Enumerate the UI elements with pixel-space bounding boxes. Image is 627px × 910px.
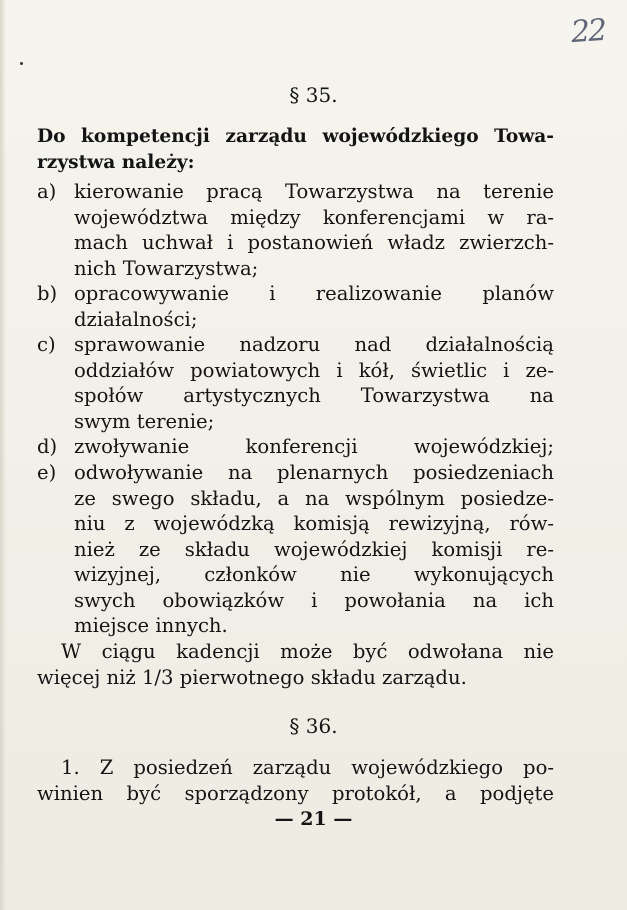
heading-line: Do kompetencji zarządu wojewódzkiego Towa- xyxy=(37,126,554,147)
list-marker: c) xyxy=(37,333,56,356)
text-line: wizyjnej, członków nie wykonujących xyxy=(74,563,554,586)
page-number-footer: — 21 — xyxy=(274,808,353,830)
heading-line: rzystwa należy: xyxy=(37,151,195,173)
section-36-title: § 36. xyxy=(289,714,338,738)
list-item-text xyxy=(74,281,554,332)
text-line: winien być sporządzony protokół, a podjęte xyxy=(37,781,554,805)
text-line: opracowywanie i realizowanie planów xyxy=(74,282,554,305)
section-35-closing-paragraph xyxy=(37,639,554,690)
text-line: W ciągu kadencji może być odwołana nie xyxy=(61,640,554,663)
list-marker: d) xyxy=(37,435,58,458)
handwritten-page-number: 22 xyxy=(569,12,607,51)
list-item-text xyxy=(74,179,554,281)
section-35-heading xyxy=(37,124,554,175)
list-item-text xyxy=(74,332,554,434)
text-line: swym terenie; xyxy=(74,409,215,433)
text-line: 1. Z posiedzeń zarządu wojewódzkiego po- xyxy=(61,756,554,779)
text-line: działalności; xyxy=(74,307,198,331)
text-line: społów artystycznych Towarzystwa na xyxy=(74,384,554,407)
list-item-text xyxy=(74,434,554,460)
text-line: niu z wojewódzką komisją rewizyjną, rów- xyxy=(74,512,554,535)
text-line: miejsce innych. xyxy=(74,614,228,637)
list-item-text xyxy=(74,460,554,639)
ink-dot xyxy=(20,62,23,65)
page-edge-shadow xyxy=(0,0,6,910)
text-line: sprawowanie nadzoru nad działalnością xyxy=(74,333,554,356)
text-line: oddziałów powiatowych i kół, świetlic i ze- xyxy=(74,358,554,382)
list-marker: a) xyxy=(37,180,57,203)
text-line: województwa między konferencjami w ra- xyxy=(74,205,554,229)
text-line: nież ze składu wojewódzkiej komisji re- xyxy=(74,537,554,561)
text-line: nich Towarzystwa; xyxy=(74,256,259,280)
text-line: więcej niż 1/3 pierwotnego składu zarządu. xyxy=(37,665,467,689)
text-line: zwoływanie konferencji wojewódzkiej; xyxy=(74,435,554,458)
list-marker: b) xyxy=(37,282,58,305)
text-line: mach uchwał i postanowień władz zwierzch- xyxy=(74,231,554,254)
section-35-title: § 35. xyxy=(289,83,338,107)
text-line: ze swego składu, a na wspólnym posiedze- xyxy=(74,486,554,510)
section-36-paragraph xyxy=(37,755,554,806)
list-marker: e) xyxy=(37,461,57,484)
text-line: odwoływanie na plenarnych posiedzeniach xyxy=(74,461,554,484)
text-line: kierowanie pracą Towarzystwa na terenie xyxy=(74,180,554,203)
text-line: swych obowiązków i powołania na ich xyxy=(74,588,554,612)
